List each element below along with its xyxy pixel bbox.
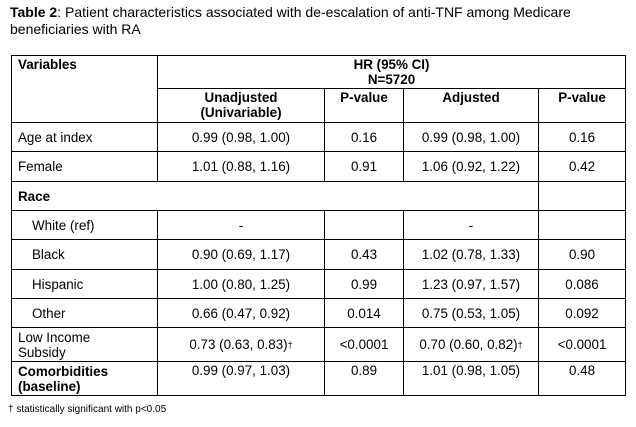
row-label: Female — [12, 152, 158, 182]
adjusted-value: 1.02 (0.78, 1.33) — [404, 240, 539, 270]
table-row — [12, 152, 626, 182]
header-hr — [158, 56, 626, 89]
unadjusted-pvalue: 0.99 — [325, 270, 404, 299]
row-label-line2: Subsidy — [18, 344, 66, 360]
row-label — [12, 328, 158, 362]
table-row — [12, 362, 626, 396]
row-label: Black — [12, 240, 158, 270]
header-variables: Variables — [12, 56, 158, 123]
row-label: Other — [12, 299, 158, 328]
table-row — [12, 270, 626, 299]
adjusted-pvalue: 0.42 — [539, 152, 626, 182]
table-row — [12, 328, 626, 362]
header-adjusted: Adjusted — [404, 89, 539, 123]
table-row — [12, 211, 626, 240]
adjusted-pvalue: 0.48 — [539, 362, 626, 396]
caption-text: : Patient characteristics associated with de-escalation of anti-TNF among Medicare beneficiaries with RA — [10, 4, 571, 37]
unadjusted-value: 0.99 (0.97, 1.03) — [158, 362, 325, 396]
table-row — [12, 240, 626, 270]
header-unadjusted-line2: (Univariable) — [200, 105, 282, 120]
header-row-1 — [12, 56, 626, 89]
row-label-line1: Low Income — [18, 329, 91, 345]
row-label — [12, 362, 158, 396]
adjusted-value: 1.06 (0.92, 1.22) — [404, 152, 539, 182]
unadjusted-value: - — [158, 211, 325, 240]
adjusted-value: 0.75 (0.53, 1.05) — [404, 299, 539, 328]
adjusted-pvalue: 0.16 — [539, 123, 626, 152]
adjusted-pvalue: 0.086 — [539, 270, 626, 299]
unadjusted-value — [158, 328, 325, 362]
header-pvalue-adjusted: P-value — [539, 89, 626, 123]
adjusted-value-text: 0.70 (0.60, 0.82) — [419, 336, 518, 352]
adjusted-value: 1.01 (0.98, 1.05) — [404, 362, 539, 396]
significance-mark: † — [287, 339, 293, 350]
adjusted-value: 0.99 (0.98, 1.00) — [404, 123, 539, 152]
header-n: N=5720 — [367, 72, 416, 87]
unadjusted-pvalue: 0.16 — [325, 123, 404, 152]
adjusted-pvalue: <0.0001 — [539, 328, 626, 362]
row-label: Age at index — [12, 123, 158, 152]
row-label-line1: Comorbidities — [18, 363, 109, 379]
row-label-line2: (baseline) — [18, 378, 81, 394]
patient-characteristics-table — [11, 55, 626, 396]
table-row — [12, 123, 626, 152]
adjusted-pvalue: 0.092 — [539, 299, 626, 328]
unadjusted-pvalue: 0.43 — [325, 240, 404, 270]
empty-cell — [539, 211, 626, 240]
unadjusted-pvalue: <0.0001 — [325, 328, 404, 362]
row-label-race: Race — [12, 182, 539, 211]
significance-mark: † — [517, 339, 523, 350]
header-unadjusted-line1: Unadjusted — [204, 90, 278, 105]
row-label: Hispanic — [12, 270, 158, 299]
header-hr-title: HR (95% CI) — [353, 57, 430, 72]
table-caption — [10, 4, 630, 38]
adjusted-pvalue: 0.90 — [539, 240, 626, 270]
unadjusted-value: 1.00 (0.80, 1.25) — [158, 270, 325, 299]
adjusted-value: - — [404, 211, 539, 240]
unadjusted-pvalue: 0.014 — [325, 299, 404, 328]
table-row-race-heading — [12, 182, 626, 211]
footnote: † statistically significant with p<0.05 — [8, 404, 167, 415]
header-pvalue-unadjusted: P-value — [325, 89, 404, 123]
unadjusted-value: 0.90 (0.69, 1.17) — [158, 240, 325, 270]
table-row — [12, 299, 626, 328]
unadjusted-value: 0.66 (0.47, 0.92) — [158, 299, 325, 328]
empty-cell — [325, 211, 404, 240]
unadjusted-pvalue: 0.89 — [325, 362, 404, 396]
header-unadjusted — [158, 89, 325, 123]
caption-label: Table 2 — [10, 4, 58, 20]
adjusted-value — [404, 328, 539, 362]
empty-cell — [539, 182, 626, 211]
unadjusted-pvalue: 0.91 — [325, 152, 404, 182]
row-label: White (ref) — [12, 211, 158, 240]
unadjusted-value-text: 0.73 (0.63, 0.83) — [189, 336, 288, 352]
unadjusted-value: 0.99 (0.98, 1.00) — [158, 123, 325, 152]
unadjusted-value: 1.01 (0.88, 1.16) — [158, 152, 325, 182]
adjusted-value: 1.23 (0.97, 1.57) — [404, 270, 539, 299]
